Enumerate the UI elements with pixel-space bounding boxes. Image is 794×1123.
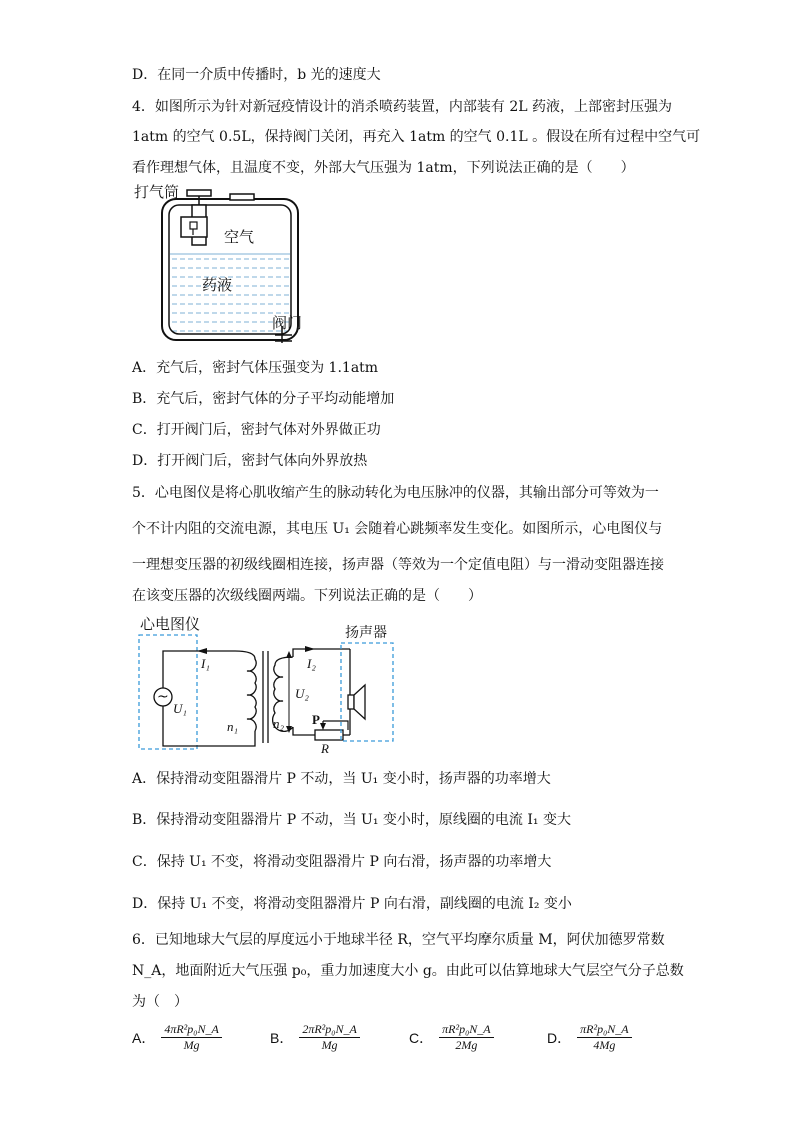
q5-stem-line-2: 个不计内阻的交流电源，其电压 U₁ 会随着心跳频率发生变化。如图所示，心电图仪与 [132,521,663,537]
q5-stem-line-1: 5．心电图仪是将心肌收缩产生的脉动转化为电压脉冲的仪器，其输出部分可等效为一 [132,485,659,501]
q4-stem-line-1: 4．如图所示为针对新冠疫情设计的消杀喷药装置，内部装有 2L 药液，上部密封压强为 [132,99,673,115]
q6-choice-a: A． $\frac{\text{4πR²p₀N\_A}}{Mg}$ [132,1022,222,1053]
q5-option-c: C．保持 U₁ 不变，将滑动变阻器滑片 P 向右滑，扬声器的功率增大 [132,854,552,870]
q6-stem-line-2: N_A，地面附近大气压强 p₀，重力加速度大小 g。由此可以估算地球大气层空气分子总数 [132,963,684,979]
speaker-box [341,643,393,741]
svg-text:P: P [312,712,320,727]
formula-b: $\frac{\text{2πR²p₀N\_A}}{Mg}$ [299,1022,359,1053]
q6-choice-b: B． $\frac{\text{2πR²p₀N\_A}}{Mg}$ [270,1022,360,1053]
transformer-circuit-figure [135,613,405,758]
air-label: 空气 [224,229,255,246]
pump-label: 打气筒 [134,184,180,201]
q6-stem-line-3: 为（ ） [132,994,188,1010]
q6-choice-d: D． $\frac{\text{πR²p₀N\_A}}{4Mg}$ [547,1022,632,1053]
rheostat [315,730,343,740]
pump-handle [187,190,211,196]
svg-text:n₂: n₂ [273,716,285,731]
q3-option-d: D．在同一介质中传播时，b 光的速度大 [132,67,381,83]
speaker-label: 扬声器 [345,624,387,640]
q4-option-c: C．打开阀门后，密封气体对外界做正功 [132,422,381,438]
formula-d: $\frac{\text{πR²p₀N\_A}}{4Mg}$ [577,1022,631,1053]
q5-stem-line-4: 在该变压器的次级线圈两端。下列说法正确的是（ ） [132,588,482,604]
q5-stem-line-3: 一理想变压器的初级线圈相连接，扬声器（等效为一个定值电阻）与一滑动变阻器连接 [132,557,664,573]
svg-text:~: ~ [157,689,169,705]
q5-option-d: D．保持 U₁ 不变，将滑动变阻器滑片 P 向右滑，副线圈的电流 I₂ 变小 [132,896,572,912]
ecg-label: 心电图仪 [140,616,201,633]
q4-option-b: B．充气后，密封气体的分子平均动能增加 [132,391,395,407]
spray-device-figure [132,183,312,348]
formula-c: $\frac{\text{πR²p₀N\_A}}{2Mg}$ [439,1022,493,1053]
speaker-icon [348,695,354,709]
filler-cap [230,194,254,200]
q5-option-b: B．保持滑动变阻器滑片 P 不动，当 U₁ 变小时，原线圈的电流 I₁ 变大 [132,812,571,828]
svg-text:n₁: n₁ [227,719,239,734]
svg-text:I₁: I₁ [201,656,210,671]
liquid-label: 药液 [202,277,233,294]
q4-option-a: A．充气后，密封气体压强变为 1.1atm [132,360,379,376]
svg-text:U₁: U₁ [173,701,187,716]
q6-choice-c: C． $\frac{\text{πR²p₀N\_A}}{2Mg}$ [409,1022,494,1053]
slider-arrow [320,723,326,730]
formula-a: $\frac{\text{4πR²p₀N\_A}}{Mg}$ [161,1022,221,1053]
svg-text:I₂: I₂ [307,656,316,671]
valve-label: 阀门 [272,315,303,332]
q6-stem-line-1: 6．已知地球大气层的厚度远小于地球半径 R，空气平均摩尔质量 M，阿伏加德罗常数 [132,932,665,948]
q4-option-d: D．打开阀门后，密封气体向外界放热 [132,453,368,469]
primary-coil [235,651,256,731]
svg-text:U₂: U₂ [295,686,309,701]
q4-stem-line-2: 1atm 的空气 0.5L，保持阀门关闭，再充入 1atm 的空气 0.1L 。假设在所有过程中空气可 [132,129,701,145]
q5-option-a: A．保持滑动变阻器滑片 P 不动，当 U₁ 变小时，扬声器的功率增大 [132,771,551,787]
q4-stem-line-3: 看作理想气体，且温度不变，外部大气压强为 1atm，下列说法正确的是（ ） [132,160,635,176]
svg-text:R: R [321,741,329,756]
